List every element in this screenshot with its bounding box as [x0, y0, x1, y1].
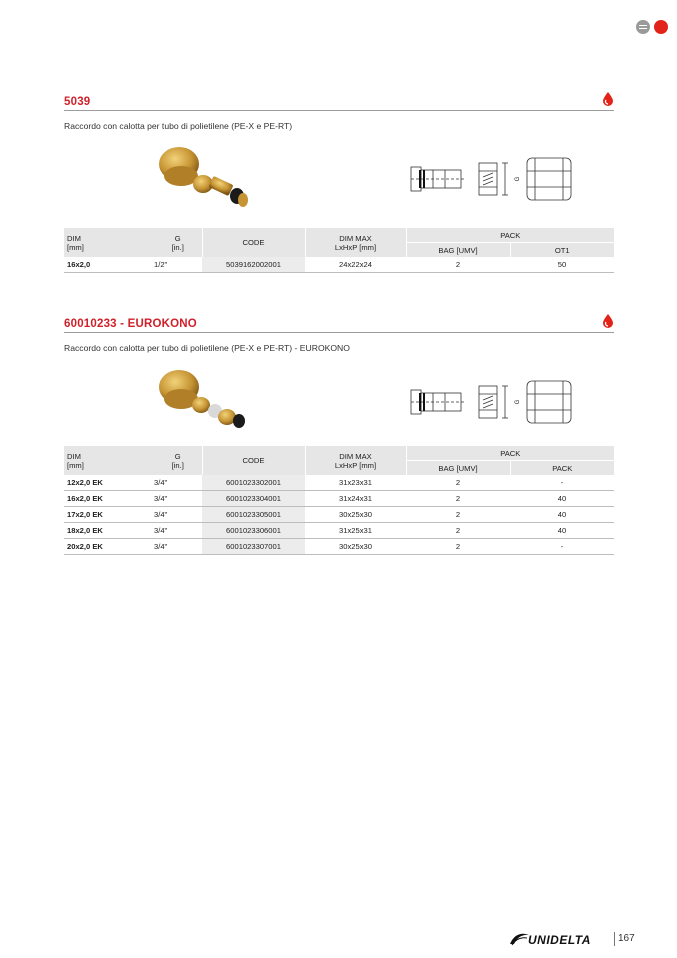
technical-drawing [405, 378, 580, 426]
water-drop-icon [602, 92, 614, 106]
header-bag: BAG [UMV] [406, 243, 510, 258]
cell-code: 6001023304001 [202, 491, 305, 507]
header-pack-qty: OT1 [510, 243, 614, 258]
product-photo [155, 365, 255, 440]
cell-g: 1/2" [154, 257, 202, 273]
header-dimmax: DIM MAX LxHxP [mm] [305, 446, 406, 475]
cell-pack: 40 [510, 491, 614, 507]
cell-dim: 16x2,0 EK [64, 491, 154, 507]
header-g: G [in.] [154, 446, 202, 475]
header-g: G [in.] [154, 228, 202, 257]
table-row [64, 523, 614, 539]
cell-code: 5039162002001 [202, 257, 305, 273]
header-dim: DIM [mm] [64, 228, 154, 257]
technical-drawing [405, 155, 580, 203]
cell-bag: 2 [406, 539, 510, 555]
section-description: Raccordo con calotta per tubo di polietilene (PE-X e PE-RT) - EUROKONO [64, 343, 350, 353]
cell-dim: 12x2,0 EK [64, 475, 154, 491]
spec-table [64, 446, 614, 555]
cell-dimmax: 31x24x31 [305, 491, 406, 507]
brand-logo-icon [508, 932, 530, 946]
header-pack-qty: PACK [510, 461, 614, 476]
cell-dim: 16x2,0 [64, 257, 154, 273]
cell-pack: 40 [510, 523, 614, 539]
header-dimmax: DIM MAX LxHxP [mm] [305, 228, 406, 257]
cell-g: 3/4" [154, 539, 202, 555]
table-row [64, 539, 614, 555]
cell-dim: 17x2,0 EK [64, 507, 154, 523]
spec-table [64, 228, 614, 273]
header-code: CODE [202, 446, 305, 475]
drawing-label: G [515, 399, 521, 405]
cell-dimmax: 30x25x30 [305, 539, 406, 555]
header-bag: BAG [UMV] [406, 461, 510, 476]
header-pack: PACK [406, 446, 614, 461]
water-drop-icon [602, 314, 614, 328]
drawing-label: G [515, 176, 521, 182]
header-code: CODE [202, 228, 305, 257]
table-row [64, 507, 614, 523]
section-title: 5039 [64, 96, 91, 108]
cell-bag: 2 [406, 475, 510, 491]
cell-bag: 2 [406, 523, 510, 539]
cell-bag: 2 [406, 507, 510, 523]
section-divider [64, 110, 614, 111]
menu-icon[interactable] [636, 20, 650, 34]
cell-g: 3/4" [154, 507, 202, 523]
cell-dimmax: 31x25x31 [305, 523, 406, 539]
table-row [64, 491, 614, 507]
brand-name: UNIDELTA [528, 933, 591, 947]
cell-dim: 20x2,0 EK [64, 539, 154, 555]
cell-pack: 40 [510, 507, 614, 523]
cell-bag: 2 [406, 257, 510, 273]
cell-dimmax: 24x22x24 [305, 257, 406, 273]
cell-dim: 18x2,0 EK [64, 523, 154, 539]
cell-dimmax: 31x23x31 [305, 475, 406, 491]
cell-code: 6001023307001 [202, 539, 305, 555]
section-title: 60010233 - EUROKONO [64, 318, 197, 330]
cell-g: 3/4" [154, 475, 202, 491]
table-row [64, 475, 614, 491]
table-row [64, 257, 614, 273]
red-dot-icon [654, 20, 668, 34]
header-dim: DIM [mm] [64, 446, 154, 475]
section-divider [64, 332, 614, 333]
section-description: Raccordo con calotta per tubo di polietilene (PE-X e PE-RT) [64, 121, 293, 131]
footer-divider [614, 932, 615, 946]
cell-bag: 2 [406, 491, 510, 507]
cell-dimmax: 30x25x30 [305, 507, 406, 523]
cell-g: 3/4" [154, 523, 202, 539]
cell-pack: - [510, 475, 614, 491]
page-number: 167 [618, 933, 635, 944]
cell-code: 6001023306001 [202, 523, 305, 539]
cell-code: 6001023302001 [202, 475, 305, 491]
cell-pack: 50 [510, 257, 614, 273]
cell-pack: - [510, 539, 614, 555]
header-icons [636, 20, 672, 34]
cell-code: 6001023305001 [202, 507, 305, 523]
cell-g: 3/4" [154, 491, 202, 507]
header-pack: PACK [406, 228, 614, 243]
product-photo [155, 142, 255, 217]
